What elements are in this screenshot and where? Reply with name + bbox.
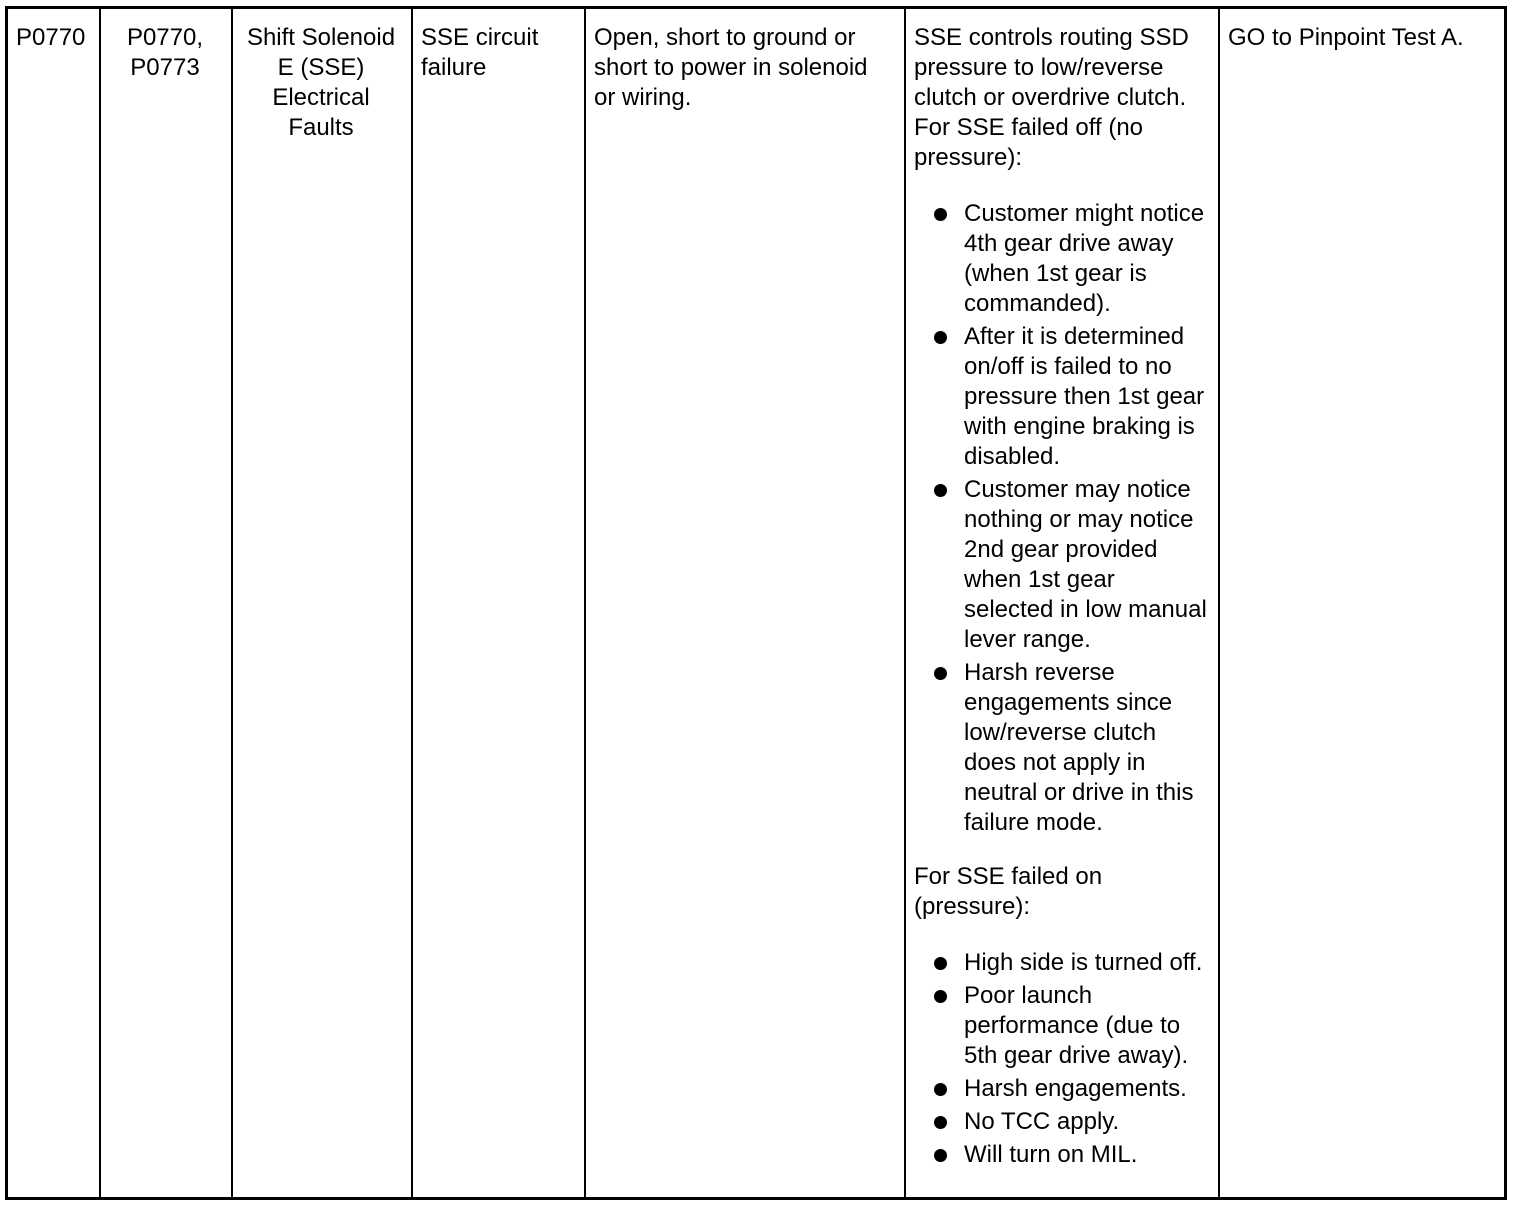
list-item-text: After it is determined on/off is failed to no pressure then 1st gear with engine braking is disabled. xyxy=(964,323,1205,470)
list-item xyxy=(934,658,1208,838)
dtc-code: P0770 xyxy=(16,24,86,51)
list-item-text: Harsh engagements. xyxy=(964,1075,1187,1102)
component-cell xyxy=(232,9,412,1197)
component-description: Shift Solenoid E (SSE) Electrical Faults xyxy=(246,24,396,141)
list-item xyxy=(934,981,1208,1071)
list-item xyxy=(934,322,1208,472)
list-item-text: High side is turned off. xyxy=(964,949,1203,976)
failed-off-list xyxy=(914,199,1208,838)
failed-on-heading: For SSE failed on (pressure): xyxy=(914,863,1103,920)
related-dtcs-cell xyxy=(100,9,232,1197)
dtc-table-container xyxy=(5,6,1507,1200)
cause-text: Open, short to ground or short to power in solenoid or wiring. xyxy=(594,24,868,111)
list-item xyxy=(934,1074,1208,1104)
list-item-text: Poor launch performance (due to 5th gear drive away). xyxy=(964,982,1189,1069)
bullet-icon xyxy=(934,331,947,344)
bullet-icon xyxy=(934,1116,947,1129)
action-text: GO to Pinpoint Test A. xyxy=(1228,24,1464,51)
bullet-icon xyxy=(934,990,947,1003)
list-item-text: Will turn on MIL. xyxy=(964,1141,1138,1168)
list-item-text: Customer may notice nothing or may notice 2nd gear provided when 1st gear selected in low manual lever range. xyxy=(964,476,1207,653)
list-item-text: Harsh reverse engagements since low/reverse clutch does not apply in neutral or drive in this failure mode. xyxy=(964,659,1194,836)
symptoms-cell xyxy=(905,9,1219,1197)
bullet-icon xyxy=(934,208,947,221)
list-item xyxy=(934,1107,1208,1137)
list-item xyxy=(934,948,1208,978)
dtc-table xyxy=(8,9,1504,1197)
list-item xyxy=(934,1140,1208,1170)
action-cell xyxy=(1219,9,1504,1197)
list-item xyxy=(934,199,1208,319)
list-item-text: No TCC apply. xyxy=(964,1108,1120,1135)
list-item-text: Customer might notice 4th gear drive away (when 1st gear is commanded). xyxy=(964,200,1205,317)
table-row xyxy=(8,9,1504,1197)
cause-cell xyxy=(585,9,905,1197)
related-dtcs: P0770, P0773 xyxy=(126,24,204,81)
list-item xyxy=(934,475,1208,655)
bullet-icon xyxy=(934,1083,947,1096)
bullet-icon xyxy=(934,957,947,970)
bullet-icon xyxy=(934,667,947,680)
symptoms-intro: SSE controls routing SSD pressure to low/reverse clutch or overdrive clutch. For SSE failed off (no pressure): xyxy=(914,24,1189,171)
bullet-icon xyxy=(934,484,947,497)
failed-on-list xyxy=(914,948,1208,1170)
dtc-cell xyxy=(8,9,100,1197)
condition-text: SSE circuit failure xyxy=(421,24,539,81)
condition-cell xyxy=(412,9,585,1197)
bullet-icon xyxy=(934,1149,947,1162)
